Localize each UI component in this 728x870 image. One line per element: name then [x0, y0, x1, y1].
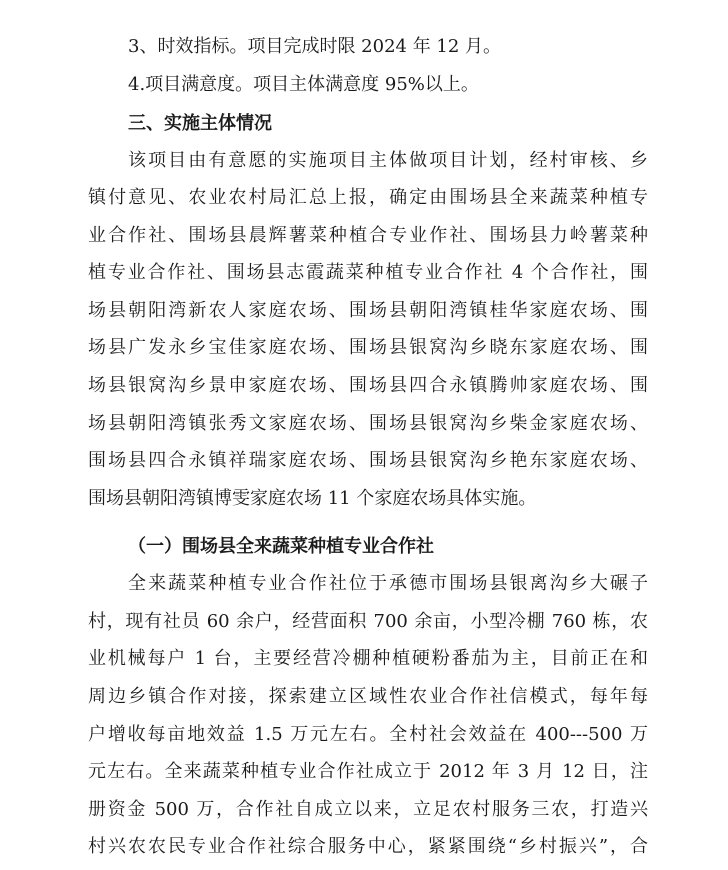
subsection-heading-quanlai: （一）围场县全来蔬菜种植专业合作社 — [128, 536, 434, 557]
paragraph-line: 村兴农农民专业合作社综合服务中心，紧紧围绕“乡村振兴”，合 — [88, 836, 648, 857]
paragraph-line: 围场县朝阳湾镇博雯家庭农场 11 个家庭农场具体实施。 — [88, 488, 537, 509]
paragraph-line: 场县朝阳湾镇张秀文家庭农场、围场县银窝沟乡柴金家庭农场、 — [88, 413, 648, 434]
paragraph-line: 业合作社、围场县晨辉薯菜种植合专业作社、围场县力岭薯菜种 — [88, 225, 648, 246]
section-heading-implementers: 三、实施主体情况 — [128, 113, 272, 134]
paragraph-line: 村，现有社员 60 余户，经营面积 700 余亩，小型冷棚 760 栋，农 — [88, 611, 648, 632]
paragraph-line: 围场县四合永镇祥瑞家庭农场、围场县银窝沟乡艳东家庭农场、 — [88, 450, 648, 471]
paragraph-line: 场县朝阳湾新农人家庭农场、围场县朝阳湾镇桂华家庭农场、围 — [88, 300, 648, 321]
paragraph-line: 镇付意见、农业农村局汇总上报，确定由围场县全来蔬菜种植专 — [88, 187, 648, 208]
paragraph-line: 元左右。全来蔬菜种植专业合作社成立于 2012 年 3 月 12 日，注 — [88, 761, 648, 782]
paragraph-line: 该项目由有意愿的实施项目主体做项目计划，经村审核、乡 — [128, 150, 648, 171]
paragraph-line: 场县银窝沟乡景申家庭农场、围场县四合永镇腾帅家庭农场、围 — [88, 375, 648, 396]
metric-item-4: 4.项目满意度。项目主体满意度 95%以上。 — [128, 74, 479, 95]
paragraph-line: 册资金 500 万，合作社自成立以来，立足农村服务三农，打造兴 — [88, 799, 648, 820]
metric-item-3: 3、时效指标。项目完成时限 2024 年 12 月。 — [128, 36, 502, 57]
paragraph-line: 场县广发永乡宝佳家庭农场、围场县银窝沟乡晓东家庭农场、围 — [88, 337, 648, 358]
paragraph-line: 业机械每户 1 台，主要经营冷棚种植硬粉番茄为主，目前正在和 — [88, 648, 648, 669]
paragraph-line: 户增收每亩地效益 1.5 万元左右。全村社会效益在 400---500 万 — [88, 724, 648, 745]
paragraph-line: 全来蔬菜种植专业合作社位于承德市围场县银离沟乡大碾子 — [128, 573, 648, 594]
paragraph-line: 植专业合作社、围场县志霞蔬菜种植专业合作社 4 个合作社，围 — [88, 262, 648, 283]
paragraph-line: 周边乡镇合作对接，探索建立区域性农业合作社信模式，每年每 — [88, 686, 648, 707]
